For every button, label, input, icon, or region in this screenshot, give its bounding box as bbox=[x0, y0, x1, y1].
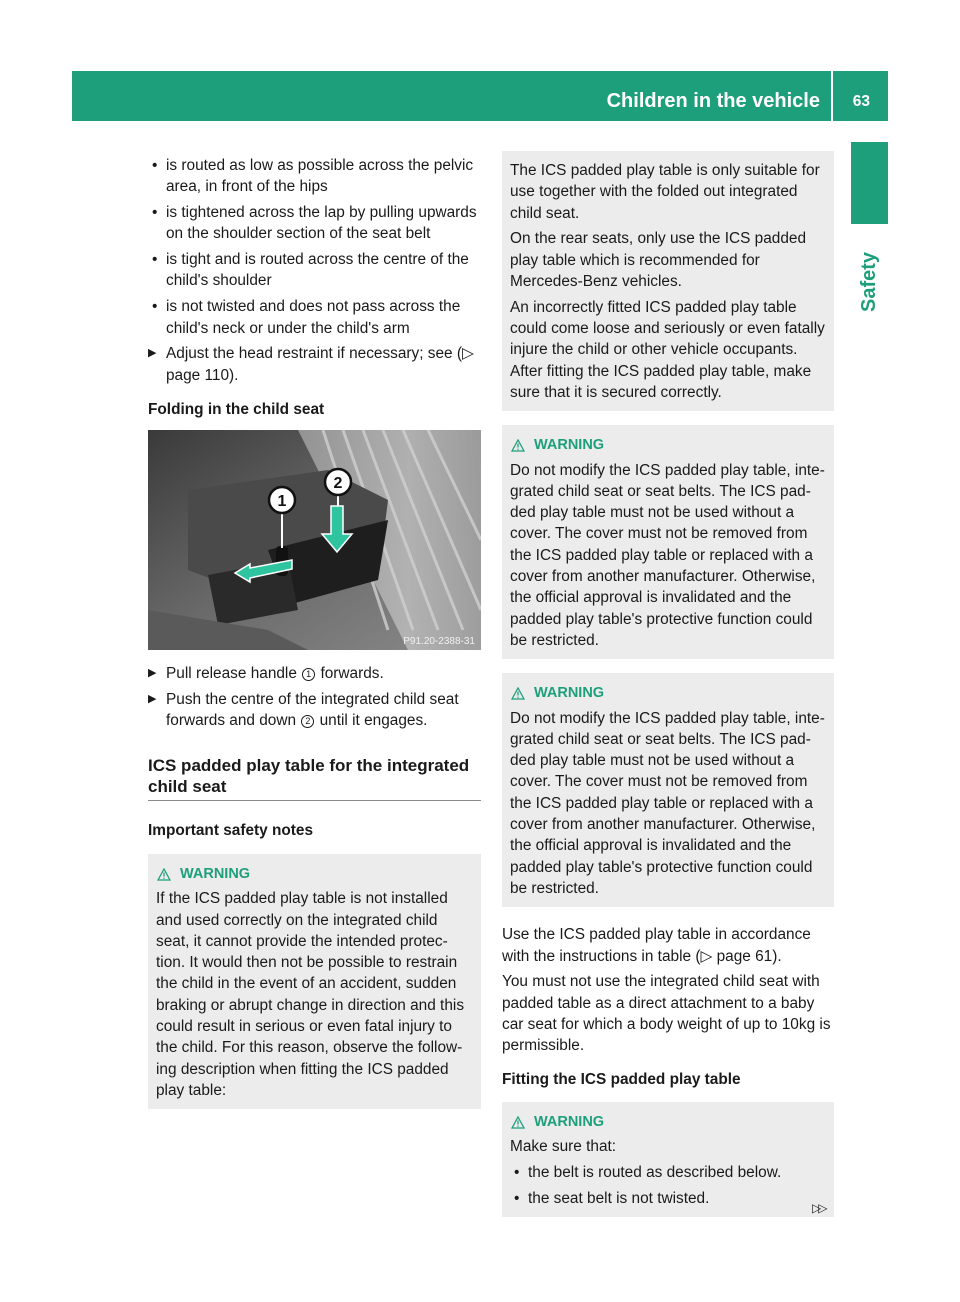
page-reference[interactable]: page 110). bbox=[166, 366, 239, 384]
marker-2-ref: 2 bbox=[301, 715, 314, 728]
note-paragraph: An incorrectly fitted ICS padded play table could come loose and seriously or even fatally injure the child or other vehicle occupants. After fitting the ICS padded play table, make sure that it is secured correctly. bbox=[510, 298, 825, 401]
list-item: • the belt is routed as described below. bbox=[510, 1162, 826, 1183]
step-push-centre bbox=[148, 689, 481, 732]
paragraph-use bbox=[502, 924, 834, 967]
warning-label: WARNING bbox=[180, 865, 251, 882]
warning-triangle-icon bbox=[157, 868, 171, 881]
page-number: 63 bbox=[852, 93, 870, 110]
svg-text:2: 2 bbox=[333, 475, 343, 493]
warning-header bbox=[511, 683, 826, 704]
warning-triangle-icon bbox=[511, 439, 525, 452]
page-reference-arrow: ▷ bbox=[462, 345, 474, 363]
paragraph-text: Use the ICS padded play table in accordance with the instructions in table ( bbox=[502, 926, 811, 965]
step-pull-release bbox=[148, 663, 481, 684]
safety-heading: Important safety notes bbox=[148, 821, 314, 839]
paragraph-must-not: You must not use the integrated child seat with padded table as a direct attachment to a baby car seat for which a body weight of up to 10kg is permissible. bbox=[502, 973, 831, 1055]
step-adjust-head-restraint bbox=[148, 343, 481, 386]
warning-triangle-icon bbox=[511, 687, 525, 700]
note-paragraph: The ICS padded play table is only suitable for use together with the folded out integrated child seat. bbox=[510, 162, 820, 222]
list-item: • is routed as low as possible across the pelvic area, in front of the hips bbox=[148, 155, 481, 198]
side-tab bbox=[851, 142, 888, 224]
header-separator bbox=[831, 71, 833, 121]
step-arrow-icon: ▶ bbox=[148, 347, 157, 360]
side-tab-label-wrapper bbox=[845, 235, 893, 335]
step-text: Pull release handle bbox=[166, 665, 302, 683]
warning-box bbox=[502, 425, 834, 659]
warning-box bbox=[502, 673, 834, 907]
header-title: Children in the vehicle bbox=[606, 90, 820, 112]
list-item: • is not twisted and does not pass across the child's neck or under the child's arm bbox=[148, 296, 481, 339]
step-text: Adjust the head restraint if necessary; see ( bbox=[166, 345, 462, 363]
warning-box bbox=[148, 854, 481, 1109]
continue-marker-icon: ▷▷ bbox=[812, 1201, 825, 1215]
warning-header bbox=[511, 1112, 826, 1133]
folding-heading: Folding in the child seat bbox=[148, 400, 325, 418]
left-column bbox=[148, 155, 481, 1109]
list-item: • the seat belt is not twisted. bbox=[510, 1188, 826, 1209]
note-paragraph: On the rear seats, only use the ICS padded play table which is recommended for Mercedes-Benz vehicles. bbox=[510, 230, 807, 290]
list-item: • is tightened across the lap by pulling upwards on the shoulder section of the seat belt bbox=[148, 202, 481, 245]
warning-header bbox=[511, 435, 826, 456]
page-reference[interactable]: page 61). bbox=[712, 947, 782, 965]
marker-2-icon bbox=[325, 469, 351, 495]
warning-box bbox=[502, 1102, 834, 1217]
warning-text: Do not modify the ICS padded play table, inte-grated child seat or seat belts. The ICS pad-ded play table must not be used without a cover. The cover must not be removed from the ICS padded play table or replaced with a cover from another manufacturer. Otherwise, the official approval is invalidated and the padded play table's protective function could be restricted. bbox=[510, 461, 825, 649]
svg-text:1: 1 bbox=[277, 493, 287, 511]
side-tab-label: Safety bbox=[858, 251, 880, 313]
step-arrow-icon: ▶ bbox=[148, 667, 157, 680]
child-seat-photo bbox=[148, 430, 481, 650]
fitting-heading: Fitting the ICS padded play table bbox=[502, 1071, 741, 1089]
page-reference-arrow: ▷ bbox=[700, 947, 713, 965]
warning-label: WARNING bbox=[534, 1113, 605, 1130]
note-box bbox=[502, 151, 834, 411]
step-arrow-icon: ▶ bbox=[148, 693, 157, 706]
marker-1-ref: 1 bbox=[302, 668, 315, 681]
photo-code: P91.20-2388-31 bbox=[403, 636, 475, 648]
warning-header bbox=[157, 864, 473, 885]
child-seat-illustration bbox=[148, 430, 481, 650]
warning-triangle-icon bbox=[511, 1116, 525, 1129]
step-text-end: until it engages. bbox=[315, 712, 428, 730]
warning-text: Do not modify the ICS padded play table, inte-grated child seat or seat belts. The ICS pad-ded play table must not be used without a cover. The cover must not be removed from the ICS padded play table or replaced with a cover from another manufacturer. Otherwise, the official approval is invalidated and the padded play table's protective function could be restricted. bbox=[510, 709, 825, 897]
list-item: • is tight and is routed across the centre of the child's shoulder bbox=[148, 249, 481, 292]
step-text: Push the centre of the integrated child seat forwards and down bbox=[166, 691, 459, 730]
warning-text: If the ICS padded play table is not installed and used correctly on the integrated child seat, it cannot provide the intended protec-tion. It would then not be possible to restrain the child in the event of an accident, sudden braking or abrupt change in direction and this could result in serious or even fatal injury to the child. For this reason, observe the follow-ing description when fitting the ICS padded play table: bbox=[156, 890, 465, 1099]
marker-1-icon bbox=[269, 487, 295, 513]
right-column bbox=[502, 151, 834, 1217]
warning-intro: Make sure that: bbox=[510, 1138, 617, 1156]
warning-label: WARNING bbox=[534, 437, 605, 454]
header-bar bbox=[72, 71, 888, 121]
warning-label: WARNING bbox=[534, 685, 605, 702]
step-text-end: forwards. bbox=[316, 665, 384, 683]
section-heading: ICS padded play table for the integrated child seat bbox=[148, 755, 481, 801]
